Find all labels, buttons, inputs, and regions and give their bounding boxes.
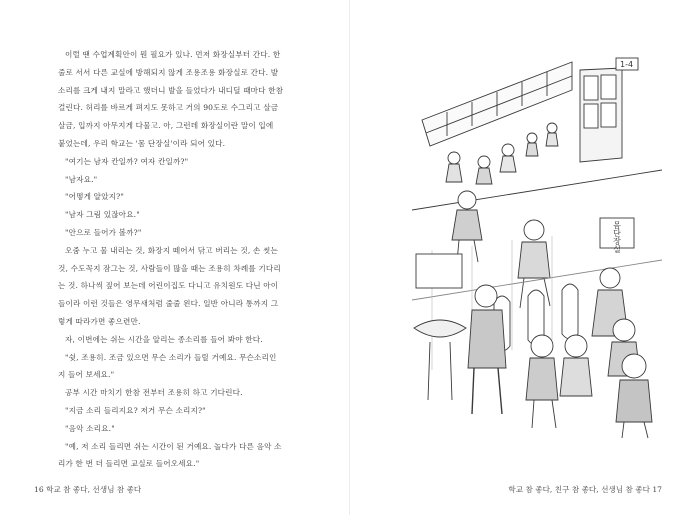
- text-line: 줄로 서서 다른 교실에 방해되지 않게 조용조용 화장실로 간다. 발: [58, 67, 279, 77]
- text-line: 오줌 누고 물 내리는 것, 화장지 떼어서 닦고 버리는 것, 손 씻는: [65, 245, 278, 255]
- wall-sign-text: 몸단장실: [612, 221, 622, 253]
- left-page-footer: 16 학교 참 좋다, 선생님 참 좋다: [34, 485, 142, 494]
- text-line: 이럴 땐 수업계획안이 뭔 필요가 있나. 먼저 화장실부터 간다. 한: [65, 50, 281, 59]
- text-line: 렇게 따라가면 좋으련만.: [58, 316, 141, 326]
- text-line: 것, 수도꼭지 잠그는 것, 사람들이 많을 때는 조용히 차례를 기다리: [58, 263, 281, 273]
- text-line: "남자 그림 있잖아요.": [65, 210, 140, 220]
- school-restroom-illustration: [412, 50, 662, 440]
- text-line: "안으로 들어가 볼까?": [65, 227, 142, 237]
- text-line: 리가 한 번 더 들리면 교실로 들어오세요.": [58, 459, 200, 469]
- text-line: 지 들어 보세요.": [58, 370, 115, 380]
- text-line: 자, 이번에는 쉬는 시간을 알리는 종소리를 들어 봐야 한다.: [65, 334, 263, 344]
- text-line: "음악 소리요.": [65, 423, 115, 433]
- door-sign-text: 1-4: [620, 60, 634, 69]
- text-line: 붙었는데, 우리 학교는 '몸 단장실'이라 되어 있다.: [58, 138, 226, 148]
- right-page-footer: 학교 참 좋다, 친구 참 좋다, 선생님 참 좋다 17: [508, 485, 662, 494]
- text-line: "예, 저 소리 들리면 쉬는 시간이 된 거예요. 놀다가 다른 음악 소: [65, 441, 282, 451]
- text-line: "지금 소리 들리지요? 저거 무슨 소리지?": [65, 405, 206, 415]
- text-line: 는 것. 하나씩 짚어 보는데 어린이집도 다니고 유치원도 다닌 아이: [58, 281, 279, 291]
- text-line: "어떻게 알았지?": [65, 192, 124, 202]
- text-line: 살금, 입까지 아무지게 다물고. 아, 그런데 화장실이란 말이 입에: [58, 121, 274, 131]
- right-page: [350, 0, 700, 515]
- text-line: 걸린다. 허리를 바르게 펴지도 못하고 거의 90도로 수그리고 살금: [58, 103, 279, 113]
- text-line: 공부 시간 마치기 한참 전부터 조용히 하고 기다린다.: [65, 388, 243, 398]
- text-line: 들이라 이런 것들은 영무새처럼 줄줄 왼다. 일반 아니라 통까지 그: [58, 299, 279, 309]
- text-line: 소리를 크게 내지 말라고 했더니 발을 들었다가 내디딜 때마다 한참: [58, 85, 284, 95]
- text-line: "여기는 남자 칸일까? 여자 칸일까?": [65, 156, 189, 166]
- text-line: "남자요.": [65, 174, 98, 184]
- text-line: "쉿, 조용히. 조금 있으면 무슨 소리가 들릴 거예요. 무슨소리인: [65, 352, 277, 362]
- body-text: [58, 46, 296, 473]
